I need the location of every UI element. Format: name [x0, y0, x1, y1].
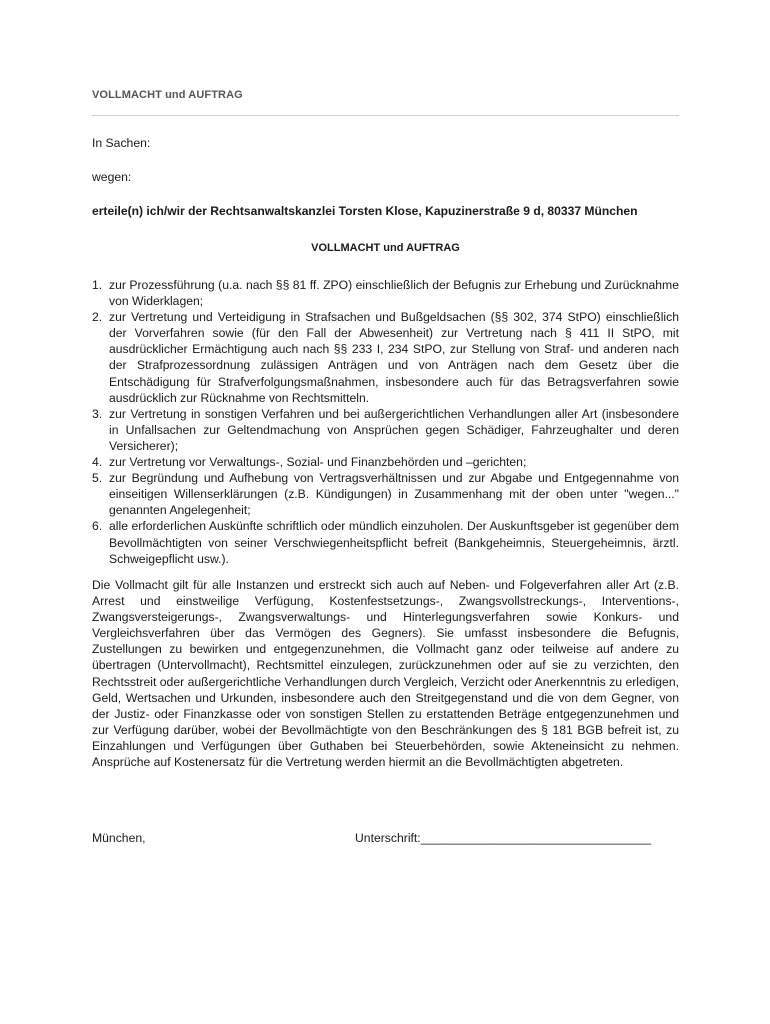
list-item-text: zur Vertretung und Verteidigung in Strafsachen und Bußgeldsachen (§§ 302, 374 StPO) einschließlich der Vorverfahren sowie (für den Fall der Abwesenheit) zur Vertretung nach § 411 II StPO, mit ausdrücklicher Ermächtigung auch nach §§ 233 I, 234 StPO, zur Stellung von Straf- und anderen nach der Strafprozessordnung zulässigen Anträgen und von Anträgen nach dem Gesetz über die Entschädigung für Strafverfolgungsmaßnahmen, insbesondere auch für das Betragsverfahren sowie ausdrücklich zur Rücknahme von Rechtsmitteln. — [109, 310, 679, 405]
list-item-number: 2. — [92, 310, 103, 325]
list-item-number: 1. — [92, 278, 103, 292]
list-item — [92, 518, 679, 566]
signature-line: Unterschrift:__________________________________ — [355, 831, 652, 845]
in-sachen-label: In Sachen: — [92, 136, 151, 150]
list-item-number: 3. — [92, 406, 103, 421]
grant-statement: erteile(n) ich/wir der Rechtsanwaltskanzlei Torsten Klose, Kapuzinerstraße 9 d, 80337 München — [92, 204, 638, 218]
header-divider — [92, 115, 679, 116]
wegen-label: wegen: — [92, 170, 132, 184]
list-item-text: alle erforderlichen Auskünfte schriftlich oder mündlich einzuholen. Der Auskunftsgeber ist gegenüber dem Bevollmächtigten von seiner Verschwiegenheitspflicht befreit (Bankgeheimnis, Steuergeheimnis, ärztl. Schweigepflicht usw.). — [109, 519, 679, 566]
list-item-text: zur Begründung und Aufhebung von Vertragsverhältnissen und zur Abgabe und Entgegennahme von einseitigen Willenserklärungen (z.B. Kündigungen) in Zusammenhang mit der oben unter "wegen..." genannten Angelegenheit; — [109, 471, 679, 518]
list-item-number: 6. — [92, 519, 103, 534]
list-item-number: 5. — [92, 471, 103, 486]
list-item-text: zur Vertretung in sonstigen Verfahren und bei außergerichtlichen Verhandlungen aller Art (insbesondere in Unfallsachen zur Geltendmachung von Ansprüchen gegen Schädiger, Fahrzeughalter und deren Versicherer); — [109, 406, 679, 453]
scope-paragraph: Die Vollmacht gilt für alle Instanzen und erstreckt sich auch auf Neben- und Folgeverfahren aller Art (z.B. Arrest und einstweilige Verfügung, Kostenfestsetzungs-, Zwangsvollstreckungs-, Interventions-, Zwangsversteigerungs-, Zwangsverwaltungs- und Hinterlegungsverfahren sowie Konkurs- und Vergleichsverfahren über das Vermögen des Gegners). Sie umfasst insbesondere die Befugnis, Zustellungen zu bewirken und entgegenzunehmen, die Vollmacht ganz oder teilweise auf andere zu übertragen (Untervollmacht), Rechtsmittel einzulegen, zurückzunehmen oder auf sie zu verzichten, den Rechtsstreit oder außergerichtliche Verhandlungen durch Vergleich, Verzicht oder Anerkenntnis zu erledigen, Geld, Wertsachen und Urkunden, insbesondere auch den Streitgegenstand und die von dem Gegner, von der Justiz- oder Finanzkasse oder von sonstigen Stellen zu erstattenden Beträge entgegenzunehmen und zur Verfügung darüber, wobei der Bevollmächtigte von den Beschränkungen des § 181 BGB befreit ist, zu Einzahlungen und Verfügungen über Guthaben bei Steuerbehörden, sowie Akteneinsicht zu nehmen. Ansprüche auf Kostenersatz für die Vertretung werden hiermit an die Bevollmächtigten abgetreten. — [92, 578, 679, 770]
list-item — [92, 309, 679, 406]
list-item — [92, 277, 679, 309]
section-title: VOLLMACHT und AUFTRAG — [311, 242, 460, 254]
list-item — [92, 406, 679, 454]
list-item — [92, 470, 679, 518]
place-line: München, — [92, 831, 146, 845]
list-item — [92, 454, 679, 470]
list-item-text: zur Prozessführung (u.a. nach §§ 81 ff. ZPO) einschließlich der Befugnis zur Erhebung und Zurücknahme von Widerklagen; — [109, 278, 679, 309]
document-header-title: VOLLMACHT und AUFTRAG — [92, 89, 243, 101]
authorization-list — [92, 277, 679, 567]
list-item-text: zur Vertretung vor Verwaltungs-, Sozial- und Finanzbehörden und –gerichten; — [109, 455, 527, 470]
list-item-number: 4. — [92, 455, 103, 470]
